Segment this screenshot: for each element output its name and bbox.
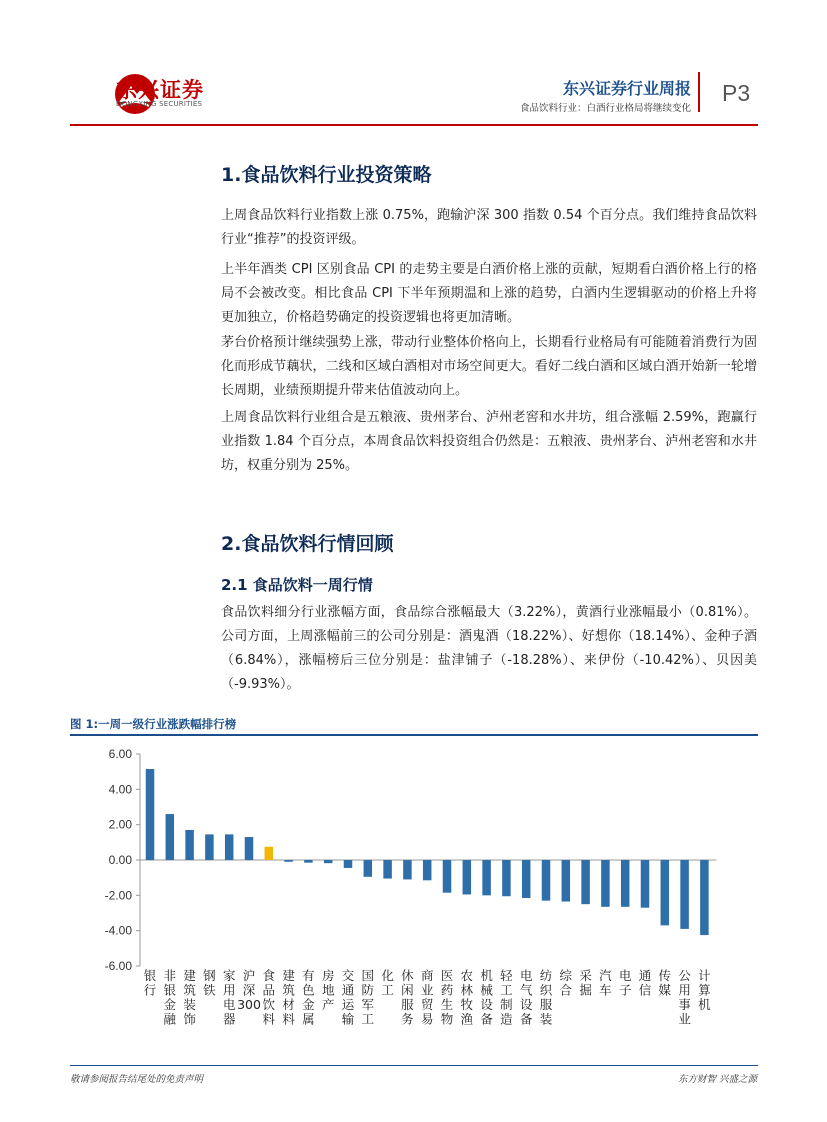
x-tick-label: 家用电器 <box>222 968 236 1027</box>
x-tick-label: 轻工制造 <box>500 968 513 1027</box>
bar-交通运输 <box>344 860 353 868</box>
bar-非银金融 <box>166 814 175 860</box>
x-tick-label: 汽车 <box>599 968 612 998</box>
y-tick-label: 2.00 <box>108 817 132 832</box>
bar-休闲服务 <box>403 860 412 879</box>
x-tick-label: 采掘 <box>579 968 592 998</box>
x-tick-label: 有色金属 <box>302 968 315 1027</box>
y-tick-label: 0.00 <box>108 853 132 867</box>
section2-title: 2.食品饮料行情回顾 <box>221 533 394 555</box>
bar-银行 <box>146 769 155 860</box>
y-tick-label: -4.00 <box>104 923 132 938</box>
section2-subtitle: 2.1 食品饮料一周行情 <box>221 576 373 594</box>
bar-计算机 <box>700 860 709 935</box>
x-tick-label: 纺织服装 <box>539 968 553 1027</box>
bar-建筑材料 <box>284 860 293 862</box>
figure-rule <box>70 734 758 736</box>
section2-paragraph: 食品饮料细分行业涨幅方面，食品综合涨幅最大（3.22%），黄酒行业涨幅最小（0.81%）。公司方面，上周涨幅前三的公司分别是：酒鬼酒（18.22%）、好想你（18.14%）、金种子酒（6.84%），涨幅榜后三位分别是：盐津铺子（-18.28%）、来伊份（-10.42%）、贝因美（-9.93%）。 <box>221 605 757 692</box>
page-number: P3 <box>722 80 751 106</box>
x-tick-label: 公用事业 <box>678 968 691 1027</box>
x-tick-label: 交通运输 <box>341 968 355 1027</box>
x-tick-label: 沪深 300 <box>237 968 261 1012</box>
section1-title: 1.食品饮料行业投资策略 <box>221 164 432 186</box>
bar-国防军工 <box>364 860 373 877</box>
y-tick-label: 4.00 <box>108 782 132 797</box>
bar-采掘 <box>581 860 590 904</box>
bar-汽车 <box>601 860 610 907</box>
bar-机械设备 <box>482 860 491 895</box>
x-tick-label: 建筑装饰 <box>183 968 196 1027</box>
y-tick-label: -2.00 <box>104 888 132 903</box>
section1-paragraph-1: 上周食品饮料行业指数上涨 0.75%，跑输沪深 300 指数 0.54 个百分点。我们维持食品饮料行业“推荐”的投资评级。 <box>221 208 757 247</box>
bar-纺织服装 <box>542 860 551 901</box>
section1-paragraph-4: 上周食品饮料行业组合是五粮液、贵州茅台、泸州老窖和水井坊，组合涨幅 2.59%，跑赢行业指数 1.84 个百分点，本周食品饮料投资组合仍然是：五粮液、贵州茅台、泸州老窖和水井坊，权重分别为 25%。 <box>221 410 757 473</box>
x-tick-label: 国防军工 <box>361 968 375 1027</box>
bar-商业贸易 <box>423 860 432 880</box>
section1-paragraph-3: 茅台价格预计继续强势上涨，带动行业整体价格向上，长期看行业格局有可能随着消费行为固化而形成节藕状，二线和区域白酒相对市场空间更大。看好二线白酒和区域白酒开始新一轮增长周期，业绩预期提升带来估值波动向上。 <box>221 335 757 398</box>
header-divider <box>698 72 700 112</box>
bar-农林牧渔 <box>463 860 472 894</box>
bar-房地产 <box>324 860 333 863</box>
bar-公用事业 <box>680 860 689 929</box>
bar-钢铁 <box>205 834 214 860</box>
y-tick-label: -6.00 <box>104 959 132 973</box>
x-tick-label: 化工 <box>381 968 394 998</box>
bar-电气设备 <box>522 860 531 898</box>
x-tick-label: 银行 <box>143 968 157 998</box>
report-title: 东兴证券行业周报 <box>562 79 691 98</box>
x-tick-label: 商业贸易 <box>420 968 434 1027</box>
x-tick-label: 综合 <box>559 968 573 998</box>
x-tick-label: 电子 <box>618 968 632 998</box>
logo-subtext: DONGXING SECURITIES <box>116 100 203 108</box>
footer-slogan: 东方财智 兴盛之源 <box>677 1074 757 1085</box>
bar-轻工制造 <box>502 860 511 896</box>
x-tick-label: 电气设备 <box>519 968 533 1027</box>
x-tick-label: 非银金融 <box>163 968 177 1027</box>
bar-化工 <box>383 860 392 879</box>
x-tick-label: 医药生物 <box>440 968 454 1027</box>
figure-title: 图 1:一周一级行业涨跌幅排行榜 <box>70 717 237 731</box>
bar-家用电器 <box>225 834 234 860</box>
x-tick-label: 房地产 <box>321 968 335 1012</box>
x-tick-label: 传媒 <box>658 968 672 998</box>
footer-disclaimer: 敬请参阅报告结尾处的免责声明 <box>70 1074 204 1085</box>
bar-食品饮料 <box>265 847 274 860</box>
bar-综合 <box>562 860 571 902</box>
industry-change-bar-chart <box>70 740 758 1058</box>
bar-有色金属 <box>304 860 313 863</box>
x-tick-label: 钢铁 <box>203 968 216 998</box>
x-tick-label: 休闲服务 <box>401 968 414 1027</box>
x-tick-label: 计算机 <box>698 968 711 1012</box>
x-tick-label: 建筑材料 <box>282 968 295 1027</box>
y-tick-label: 6.00 <box>108 747 132 761</box>
section1-paragraph-2: 上半年酒类 CPI 区别食品 CPI 的走势主要是白酒价格上涨的贡献，短期看白酒价格上行的格局不会被改变。相比食品 CPI 下半年预期温和上涨的趋势，白酒内生逻辑驱动的价格上升将更加独立，价格趋势确定的投资逻辑也将更加清晰。 <box>221 262 757 325</box>
bar-建筑装饰 <box>185 830 194 860</box>
x-tick-label: 农林牧渔 <box>460 968 474 1027</box>
report-subtitle: 食品饮料行业：白酒行业格局将继续变化 <box>519 103 691 114</box>
logo-text: 东兴证券 <box>116 78 204 102</box>
bar-医药生物 <box>443 860 452 893</box>
footer-rule <box>70 1065 758 1066</box>
x-tick-label: 通信 <box>638 968 652 998</box>
x-tick-label: 食品饮料 <box>262 968 276 1027</box>
bar-通信 <box>641 860 650 908</box>
bar-电子 <box>621 860 630 907</box>
x-tick-label: 机械设备 <box>480 968 493 1027</box>
bar-沪深300 <box>245 837 254 860</box>
bar-传媒 <box>661 860 670 925</box>
header-rule <box>70 124 758 126</box>
